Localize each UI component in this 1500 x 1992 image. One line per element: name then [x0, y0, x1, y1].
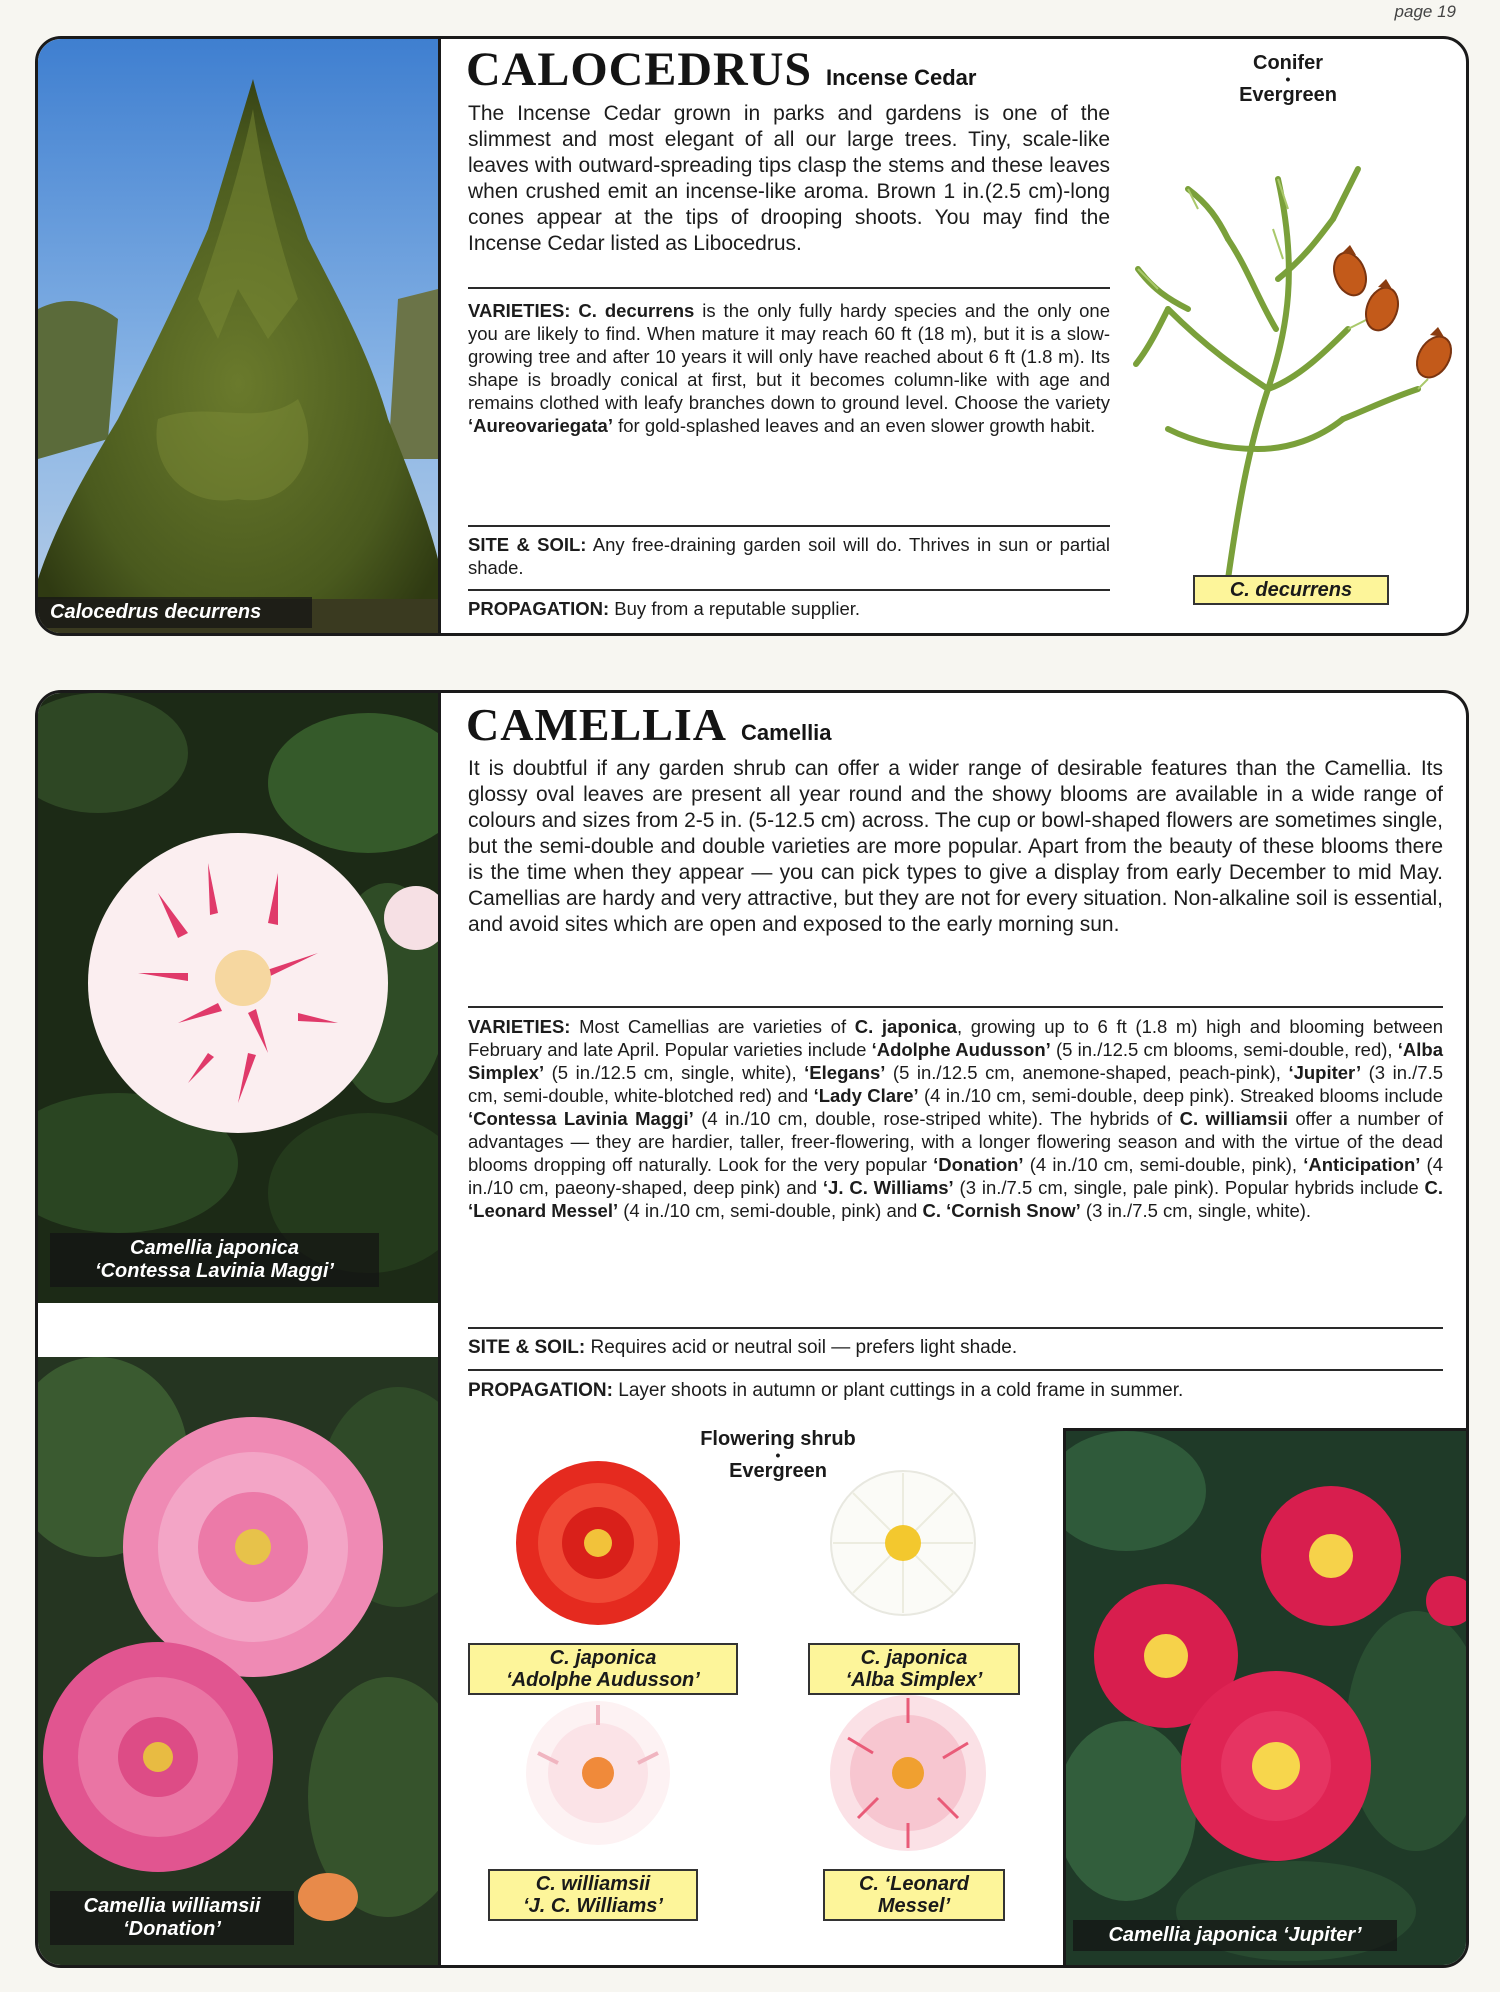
camellia-genus: CAMELLIA — [466, 699, 728, 750]
site-soil-text: Any free-draining garden soil will do. Thrives in sun or partial shade. — [468, 534, 1110, 578]
site-soil-label: SITE & SOIL: — [468, 1337, 586, 1358]
cedar-branch-illustration — [1128, 149, 1458, 589]
jupiter-photo — [1063, 1428, 1469, 1968]
jupiter-caption: Camellia japonica ‘Jupiter’ — [1073, 1920, 1397, 1951]
calocedrus-panel — [35, 36, 1469, 636]
varieties-text: (3 in./7.5 cm, single, pale pink). Popular hybrids include — [953, 1177, 1425, 1198]
varieties-text: (5 in./12.5 cm blooms, semi-double, red), — [1050, 1039, 1398, 1060]
leonard-messel-illustration — [818, 1688, 998, 1858]
camellia-intro: It is doubtful if any garden shrub can offer a wider range of desirable features than the Camellia. Its glossy oval leaves are present all year round and the showy blooms are available in a wide range of colours and sizes from 2-5 in. (5-12.5 cm) across. The cup or bowl-shaped flowers are sometimes single, but the semi-double and double varieties are more popular. Apart from the beauty of these blooms there is the time when they appear — you can pick types to give a display from early December to mid May. Camellias are hardy and very attractive, but they are not for every situation. Non-alkaline soil is essential, and avoid sites which are open and exposed to the early morning sun. — [468, 757, 1443, 936]
panel-divider — [438, 39, 441, 633]
cedar-tree-image — [38, 39, 438, 633]
varieties-text: (4 in./10 cm, semi-double, deep pink). Streaked blooms include — [918, 1085, 1443, 1106]
varieties-text: is the only fully hardy species and the only one you are likely to find. When mature it may reach 60 ft (18 m), but it is a slow-growing tree and after 10 years it will only have reached about 6 ft (1.8 m). Its shape is broadly conical at first, but it becomes column-like with age and remains clothed with leafy branches down to ground level. Choose the variety — [468, 300, 1110, 413]
propagation-label: PROPAGATION: — [468, 598, 610, 619]
type-flowering-shrub: Flowering shrub — [700, 1428, 856, 1450]
camellia-common-name: Camellia — [741, 720, 832, 745]
calocedrus-illustration-label: C. decurrens — [1193, 575, 1389, 605]
bullet: • — [775, 1447, 781, 1463]
caption-line: Camellia williamsii — [83, 1895, 261, 1917]
j-c-williams-illustration — [508, 1693, 688, 1853]
calocedrus-photo — [38, 39, 438, 633]
caption-line: ‘Donation’ — [123, 1918, 221, 1940]
label-line: C. williamsii — [535, 1873, 651, 1895]
type-evergreen: Evergreen — [729, 1460, 827, 1482]
camellia-site-soil — [468, 1336, 1443, 1360]
bullet: • — [1285, 71, 1291, 87]
varieties-text: (5 in./12.5 cm, anemone-shaped, peach-pink), — [885, 1062, 1289, 1083]
variety-name: ‘Anticipation’ — [1303, 1154, 1421, 1175]
label-line: C. japonica — [549, 1647, 657, 1669]
calocedrus-common-name: Incense Cedar — [826, 65, 977, 90]
rule — [468, 589, 1110, 591]
calocedrus-propagation — [468, 597, 1110, 620]
camellia-title — [466, 697, 832, 761]
panel-divider — [438, 693, 441, 1965]
donation-photo — [38, 1357, 438, 1965]
camellia-varieties — [468, 1015, 1443, 1222]
label-line: C. ‘Leonard — [858, 1873, 969, 1895]
calocedrus-site-soil — [468, 533, 1110, 579]
camellia-japonica-jupiter-image — [1066, 1431, 1469, 1968]
label-line: ‘Adolphe Audusson’ — [506, 1669, 700, 1691]
label-line: Messel’ — [877, 1895, 951, 1917]
rule — [468, 1006, 1443, 1008]
variety-name: ‘Elegans’ — [804, 1062, 886, 1083]
varieties-label: VARIETIES: — [468, 1016, 571, 1037]
propagation-label: PROPAGATION: — [468, 1380, 613, 1401]
variety-name: ‘J. C. Williams’ — [822, 1177, 954, 1198]
type-conifer: Conifer — [1253, 52, 1323, 74]
calocedrus-intro: The Incense Cedar grown in parks and gardens is one of the slimmest and most elegant of all our large trees. Tiny, scale-like leaves with outward-spreading tips clasp the stems and these leaves when crushed emit an incense-like aroma. Brown 1 in.(2.5 cm)-long cones appear at the tips of drooping shoots. You may find the Incense Cedar listed as Libocedrus. — [468, 102, 1110, 255]
label-line: ‘Alba Simplex’ — [845, 1669, 983, 1691]
variety-name: ‘Contessa Lavinia Maggi’ — [468, 1108, 694, 1129]
varieties-text: (4 in./10 cm, paeony-shaped, deep pink) and — [468, 1154, 1444, 1198]
varieties-text: offer a number of advantages — they are hardier, taller, freer-flowering, with a longer flowering season and with the virtue of the dead blooms dropping off naturally. Look for the very popular — [468, 1108, 1443, 1175]
varieties-text: , growing up to 6 ft (1.8 m) high and blooming between February and late April. Popular varieties include — [468, 1016, 1443, 1060]
variety-name: C. ‘Cornish Snow’ — [922, 1200, 1081, 1221]
leonard-messel-label — [823, 1869, 1005, 1921]
label-line: C. japonica — [860, 1647, 968, 1669]
variety-name: ‘Donation’ — [933, 1154, 1024, 1175]
j-c-williams-label — [488, 1869, 698, 1921]
site-soil-label: SITE & SOIL: — [468, 534, 587, 555]
varieties-text: (5 in./12.5 cm, single, white), — [544, 1062, 805, 1083]
calocedrus-type — [1208, 53, 1368, 105]
contessa-caption — [50, 1233, 379, 1287]
type-evergreen: Evergreen — [1239, 84, 1337, 106]
varieties-text: for gold-splashed leaves and an even slower growth habit. — [612, 415, 1096, 436]
variety-name: ‘Alba Simplex’ — [468, 1039, 1443, 1083]
variety-name: C. williamsii — [1179, 1108, 1288, 1129]
donation-caption — [50, 1891, 294, 1945]
varieties-text: (3 in./7.5 cm, single, white). — [1080, 1200, 1312, 1221]
varieties-label: VARIETIES: — [468, 300, 571, 321]
variety-name: ‘Adolphe Audusson’ — [871, 1039, 1051, 1060]
adolphe-audusson-label — [468, 1643, 738, 1695]
varieties-text: (3 in./7.5 cm, semi-double, white-blotched red) and — [468, 1062, 1443, 1106]
propagation-text: Buy from a reputable supplier. — [609, 598, 861, 619]
page-number: page 19 — [1394, 2, 1456, 21]
varieties-text: Most Camellias are varieties of — [570, 1016, 855, 1037]
adolphe-audusson-illustration — [498, 1453, 698, 1633]
caption-line: Camellia japonica — [130, 1237, 299, 1259]
propagation-text: Layer shoots in autumn or plant cuttings in a cold frame in summer. — [612, 1380, 1184, 1401]
calocedrus-varieties — [468, 299, 1110, 437]
rule — [468, 1327, 1443, 1329]
alba-simplex-illustration — [813, 1463, 993, 1623]
varieties-text: (4 in./10 cm, semi-double, pink) and — [618, 1200, 923, 1221]
variety-name: C. decurrens — [578, 300, 695, 321]
varieties-text: (4 in./10 cm, double, rose-striped white). The hybrids of — [693, 1108, 1180, 1129]
camellia-panel — [35, 690, 1469, 1968]
varieties-text: (4 in./10 cm, semi-double, pink), — [1023, 1154, 1304, 1175]
site-soil-text: Requires acid or neutral soil — prefers light shade. — [585, 1337, 1018, 1358]
variety-name: ‘Jupiter’ — [1288, 1062, 1362, 1083]
camellia-propagation — [468, 1379, 1443, 1403]
contessa-photo — [38, 693, 438, 1303]
contessa-lavinia-maggi-image — [38, 693, 438, 1303]
calocedrus-title — [466, 41, 976, 107]
variety-name: C. japonica — [854, 1016, 957, 1037]
caption-line: ‘Contessa Lavinia Maggi’ — [95, 1260, 334, 1282]
variety-name: ‘Aureovariegata’ — [468, 415, 613, 436]
calocedrus-genus: CALOCEDRUS — [466, 43, 813, 96]
calocedrus-photo-caption: Calocedrus decurrens — [38, 597, 312, 628]
camellia-williamsii-donation-image — [38, 1357, 438, 1965]
rule — [468, 525, 1110, 527]
rule — [468, 287, 1110, 289]
label-line: ‘J. C. Williams’ — [523, 1895, 663, 1917]
variety-name: ‘Lady Clare’ — [813, 1085, 919, 1106]
rule — [468, 1369, 1443, 1371]
variety-name: C. ‘Leonard Messel’ — [468, 1177, 1443, 1221]
